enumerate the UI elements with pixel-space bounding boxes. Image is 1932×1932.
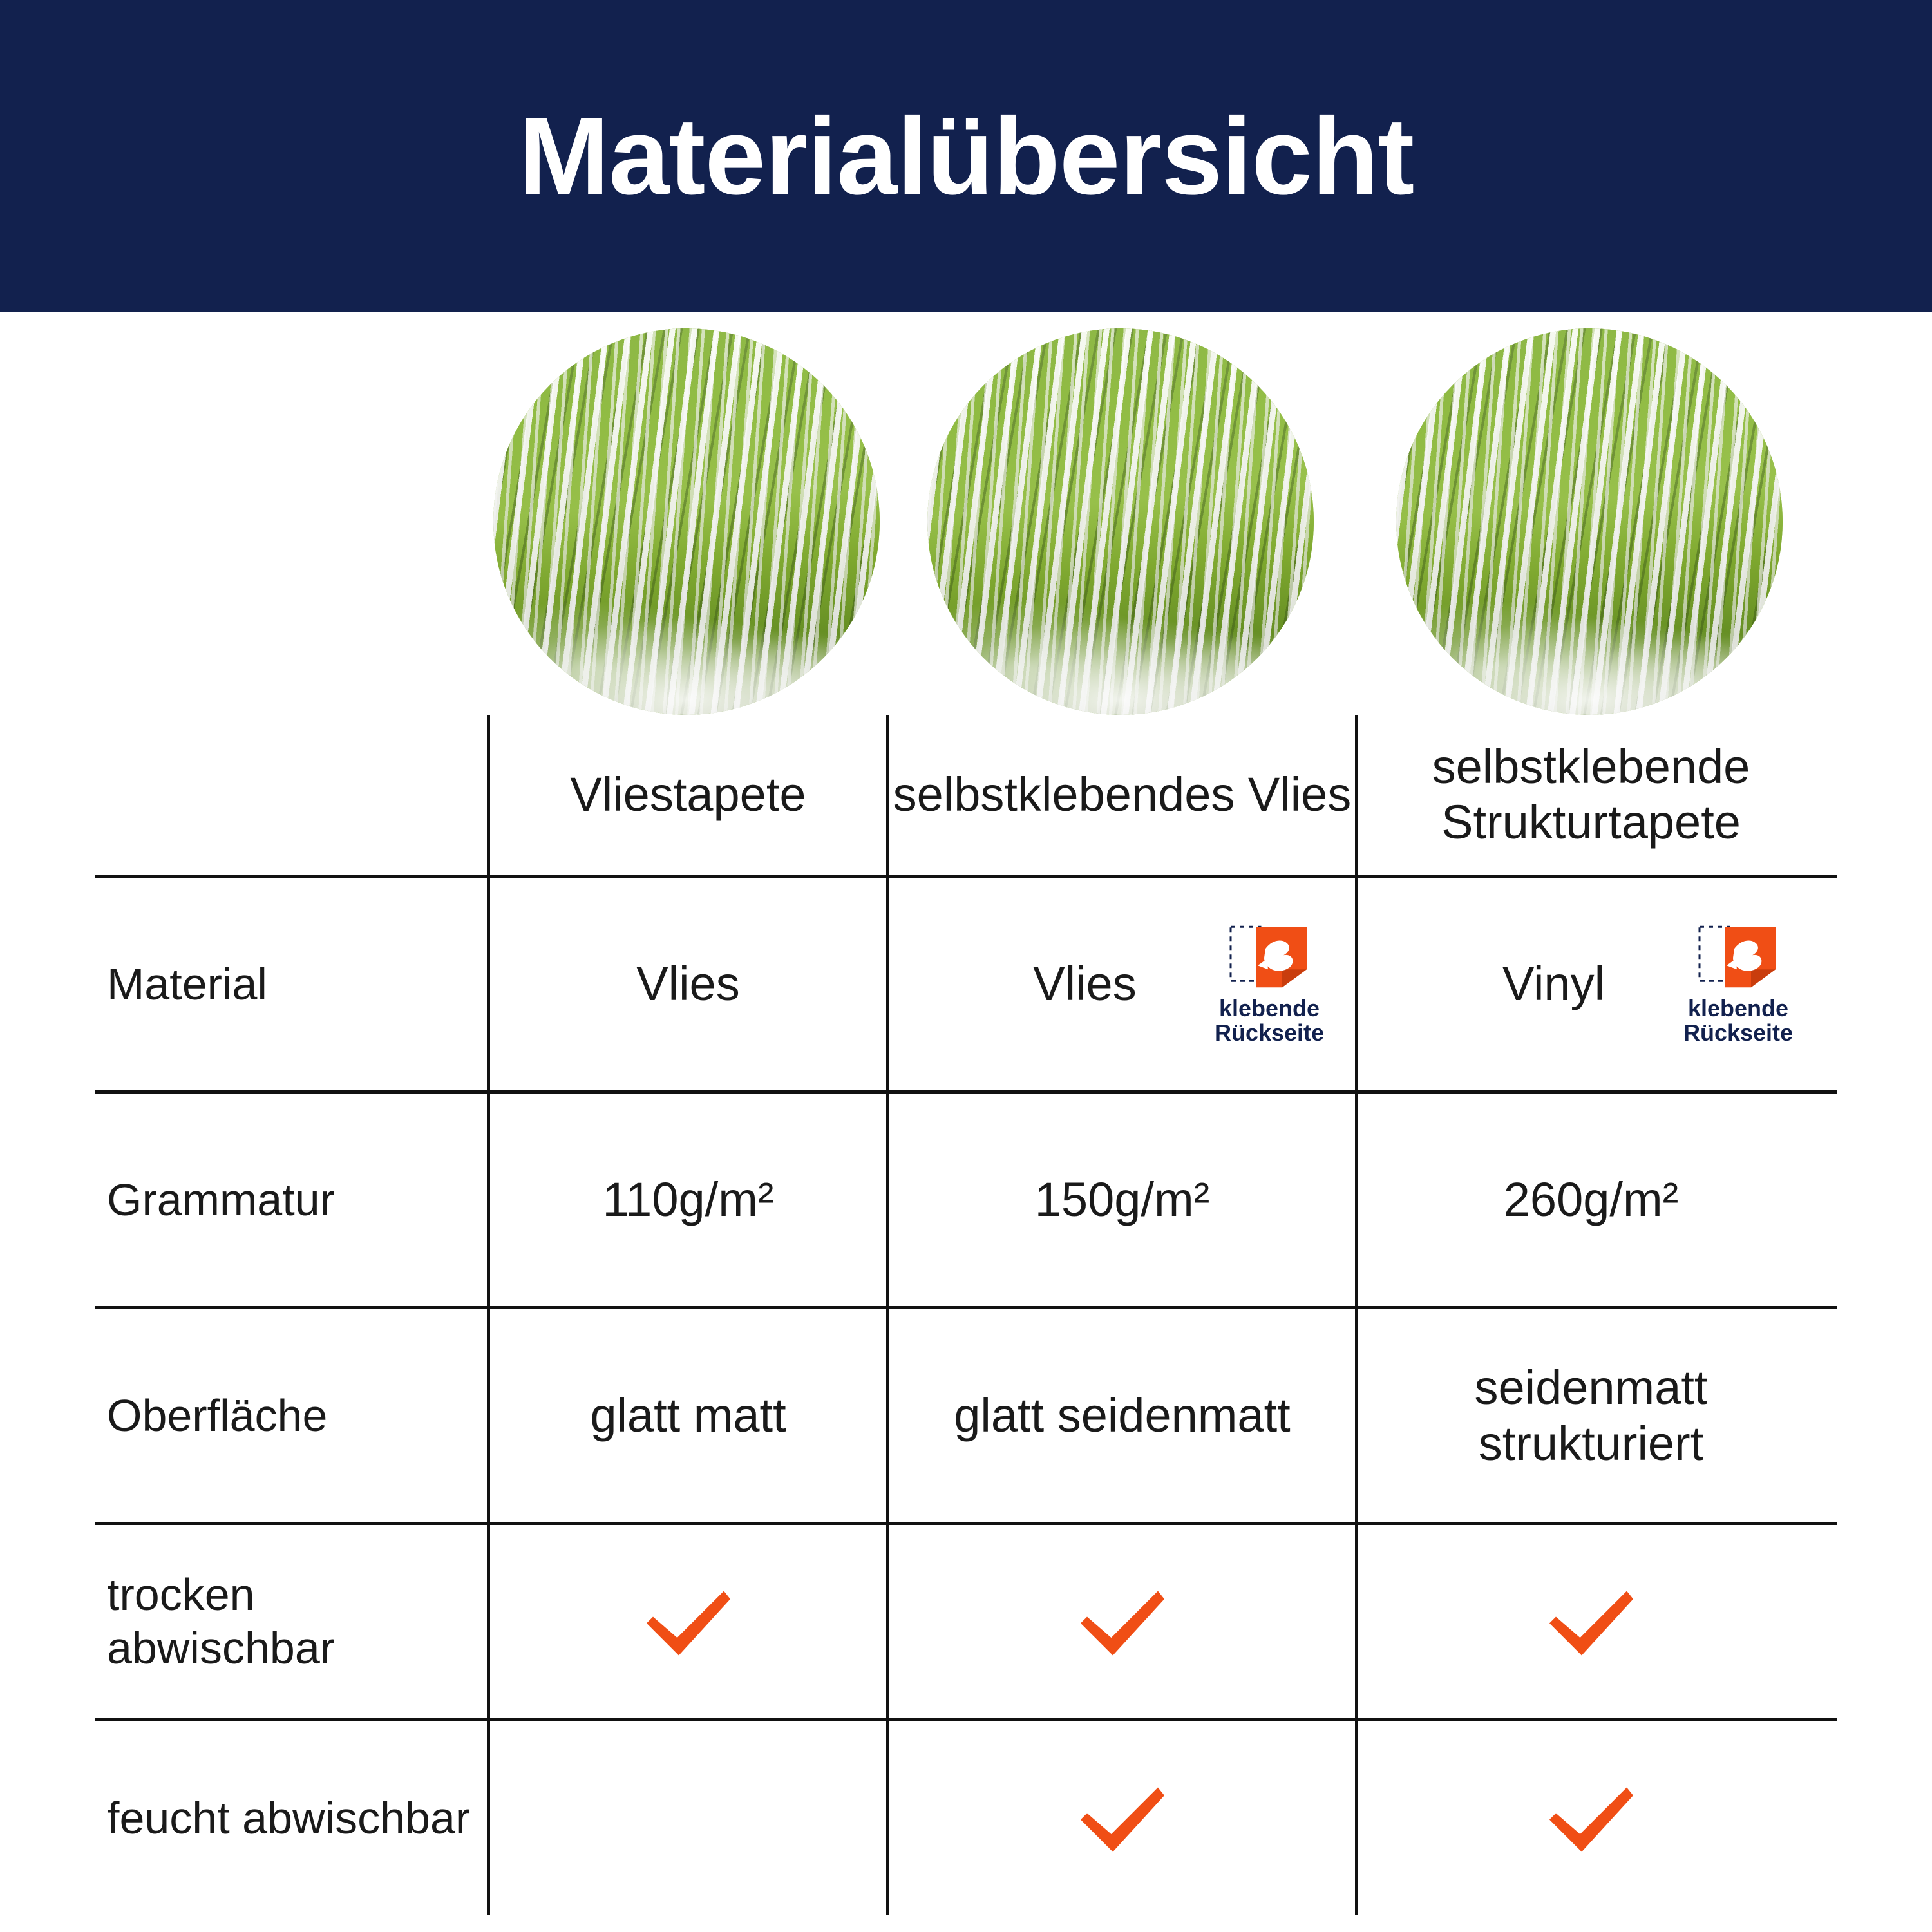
cell-value: seidenmatt strukturiert: [1474, 1360, 1708, 1470]
cell-trocken-vliestapete: [487, 1525, 886, 1718]
cell-value: Vlies: [636, 957, 740, 1011]
cell-material-vliestapete: [487, 878, 886, 1090]
cell-feucht-vliestapete: [487, 1721, 886, 1915]
cell-feucht-selbstklebende-strukturtapete: [1355, 1721, 1824, 1915]
checkmark-icon: [1543, 1580, 1640, 1663]
material-overview-sheet: [0, 312, 1932, 1915]
product-image-cell-2: [886, 328, 1355, 715]
row-label-grammatur: [95, 1094, 487, 1306]
table-row-oberflaeche: [95, 1306, 1837, 1522]
table-header-row: [95, 715, 1837, 875]
row-label-text: feucht abwischbar: [107, 1792, 471, 1843]
cell-material-selbstklebendes-vlies: [886, 878, 1355, 1090]
checkmark-icon: [1074, 1776, 1171, 1860]
material-table: [95, 312, 1837, 1915]
cell-value: Vlies: [1033, 957, 1137, 1011]
adhesive-back-badge: [1195, 923, 1343, 1045]
table-row-grammatur: [95, 1090, 1837, 1306]
table-row-images: [95, 312, 1837, 715]
cell-value: 260g/m²: [1503, 1173, 1679, 1227]
birch-forest-thumbnail: [1396, 328, 1783, 715]
cell-value: glatt seidenmatt: [954, 1388, 1291, 1443]
cell-oberflaeche-selbstklebendes-vlies: [886, 1309, 1355, 1522]
row-label-trocken-abwischbar: [95, 1525, 487, 1718]
birch-forest-texture: [1396, 328, 1783, 715]
cell-grammatur-selbstklebende-strukturtapete: [1355, 1094, 1824, 1306]
cell-value: 150g/m²: [1034, 1173, 1210, 1227]
product-image-cell-3: [1355, 328, 1824, 715]
row-label-material: [95, 878, 487, 1090]
page-title: Materialübersicht: [518, 95, 1414, 218]
column-header-vliestapete: [487, 715, 886, 875]
row-label-text: Material: [107, 958, 267, 1009]
adhesive-back-badge: [1664, 923, 1812, 1045]
table-row-trocken-abwischbar: [95, 1522, 1837, 1718]
adhesive-back-icon: [1228, 923, 1311, 992]
product-image-cell-1: [487, 328, 886, 715]
adhesive-back-label: klebende Rückseite: [1214, 995, 1325, 1046]
adhesive-back-icon: [1697, 923, 1779, 992]
cell-oberflaeche-vliestapete: [487, 1309, 886, 1522]
cell-value: Vinyl: [1502, 957, 1605, 1011]
cell-grammatur-vliestapete: [487, 1094, 886, 1306]
birch-forest-texture: [493, 328, 880, 715]
adhesive-back-label: klebende Rückseite: [1683, 995, 1794, 1046]
row-label-text: trocken abwischbar: [107, 1569, 336, 1673]
column-header-selbstklebendes-vlies: [886, 715, 1355, 875]
page-header: [0, 0, 1932, 312]
cell-trocken-selbstklebendes-vlies: [886, 1525, 1355, 1718]
row-label-oberflaeche: [95, 1309, 487, 1522]
column-header-label: Vliestapete: [570, 768, 806, 822]
cell-trocken-selbstklebende-strukturtapete: [1355, 1525, 1824, 1718]
checkmark-icon: [640, 1580, 737, 1663]
cell-value: 110g/m²: [602, 1173, 774, 1227]
table-row-feucht-abwischbar: [95, 1718, 1837, 1915]
table-row-material: [95, 875, 1837, 1090]
cell-oberflaeche-selbstklebende-strukturtapete: [1355, 1309, 1824, 1522]
column-header-label: selbstklebendes Vlies: [893, 768, 1352, 822]
row-label-text: Oberfläche: [107, 1390, 328, 1441]
row-label-feucht-abwischbar: [95, 1721, 487, 1915]
cell-grammatur-selbstklebendes-vlies: [886, 1094, 1355, 1306]
cell-material-selbstklebende-strukturtapete: [1355, 878, 1824, 1090]
checkmark-icon: [1074, 1580, 1171, 1663]
birch-forest-texture: [927, 328, 1314, 715]
checkmark-icon: [1543, 1776, 1640, 1860]
cell-feucht-selbstklebendes-vlies: [886, 1721, 1355, 1915]
column-header-selbstklebende-strukturtapete: [1355, 715, 1824, 875]
birch-forest-thumbnail: [493, 328, 880, 715]
birch-forest-thumbnail: [927, 328, 1314, 715]
row-label-text: Grammatur: [107, 1174, 335, 1225]
header-label-cell: [95, 715, 487, 875]
column-header-label: selbstklebende Strukturtapete: [1432, 740, 1750, 849]
cell-value: glatt matt: [590, 1388, 786, 1443]
